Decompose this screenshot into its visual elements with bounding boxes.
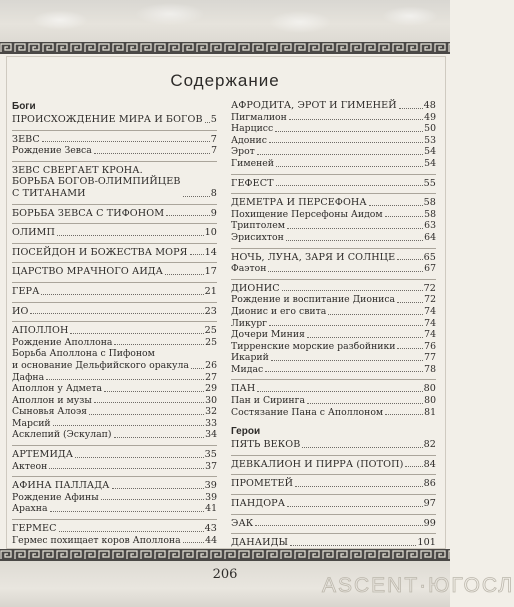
section-divider (12, 204, 217, 205)
toc-entry-title: Дионис и его свита (231, 305, 327, 317)
section-divider (12, 282, 217, 283)
dot-leader (385, 216, 424, 217)
toc-entry-page: 53 (424, 134, 436, 146)
toc-entry[interactable] (12, 247, 217, 259)
toc-entry[interactable] (231, 329, 436, 341)
dot-leader (275, 131, 423, 132)
toc-entry[interactable] (231, 209, 436, 221)
toc-entry-page: 97 (423, 498, 436, 510)
toc-entry[interactable] (231, 232, 436, 244)
toc-entry-title: Фаэтон (231, 263, 267, 275)
toc-entry-page: 43 (204, 523, 217, 535)
dot-leader (183, 196, 210, 197)
toc-entry-title: Состязание Пана с Аполлоном (231, 406, 384, 418)
toc-entry[interactable] (12, 418, 217, 430)
toc-entry-title: ПЯТЬ ВЕКОВ (231, 439, 301, 451)
dot-leader (114, 344, 204, 345)
dot-leader (89, 414, 204, 415)
toc-entry[interactable] (231, 364, 436, 376)
toc-entry[interactable] (12, 406, 217, 418)
dot-leader (269, 325, 423, 326)
toc-entry-page: 54 (424, 157, 436, 169)
toc-entry-page: 101 (417, 537, 436, 549)
toc-entry-page: 74 (424, 317, 436, 329)
toc-entry-page: 49 (424, 111, 436, 123)
toc-entry-page: 48 (423, 100, 436, 111)
dot-leader (165, 274, 204, 275)
toc-entry[interactable] (231, 220, 436, 232)
toc-entry-page: 81 (424, 406, 436, 418)
dot-leader (399, 108, 423, 109)
toc-entry-title: ОЛИМП (12, 227, 55, 239)
toc-entry-page: 35 (204, 449, 217, 461)
toc-entry-title: АПОЛЛОН (12, 325, 69, 337)
toc-entry[interactable] (231, 178, 436, 190)
toc-entry[interactable] (231, 478, 436, 490)
toc-entry-page: 25 (205, 336, 217, 348)
toc-entry-page: 82 (423, 439, 436, 451)
toc-entry-title: Рождение и воспитание Диониса (231, 294, 396, 306)
toc-entry[interactable] (12, 449, 217, 461)
toc-entry-page: 72 (424, 294, 436, 306)
toc-entry-page: 64 (424, 231, 436, 243)
toc-entry[interactable] (231, 135, 436, 147)
toc-entry-page: 30 (205, 394, 217, 406)
toc-entry-title: Эрисихтон (231, 231, 284, 243)
dot-leader (289, 119, 423, 120)
dot-leader (287, 228, 423, 229)
toc-entry-page: 5 (210, 114, 217, 125)
contents-column-left (12, 100, 217, 566)
toc-entry-page: 23 (204, 305, 217, 317)
toc-entry-title: ПРОМЕТЕЙ (231, 478, 294, 490)
dot-leader (385, 414, 423, 415)
toc-entry-title: НОЧЬ, ЛУНА, ЗАРЯ И СОЛНЦЕ (231, 251, 396, 263)
toc-entry[interactable] (12, 134, 217, 146)
dot-leader (70, 333, 203, 334)
dot-leader (50, 511, 205, 512)
dot-leader (46, 379, 204, 380)
section-divider (12, 243, 217, 244)
dot-leader (269, 142, 423, 143)
toc-entry[interactable] (231, 123, 436, 135)
toc-entry-title: ДЕМЕТРА И ПЕРСЕФОНА (231, 197, 367, 209)
toc-entry-title: Аполлон и музы (12, 394, 92, 406)
toc-entry[interactable] (12, 266, 217, 278)
contents-column-right (231, 100, 436, 549)
toc-entry[interactable] (12, 523, 217, 535)
toc-entry-page: 76 (424, 340, 436, 352)
dot-leader (405, 466, 422, 467)
dot-leader (53, 425, 205, 426)
toc-entry[interactable] (231, 537, 436, 549)
toc-entry-title: Похищение Персефоны Аидом (231, 208, 383, 220)
dot-leader (190, 254, 204, 255)
toc-entry-page: 44 (205, 534, 217, 546)
toc-entry-title: ПАН (231, 383, 256, 395)
toc-entry[interactable] (12, 165, 217, 200)
section-divider (12, 321, 217, 322)
toc-entry-title: ЗЕВС (12, 133, 40, 145)
toc-entry[interactable] (231, 158, 436, 170)
dot-leader (276, 185, 423, 186)
toc-entry[interactable] (12, 306, 217, 318)
toc-entry-title: Актеон (12, 460, 48, 472)
toc-entry-title: Марсий (12, 417, 51, 429)
toc-entry[interactable] (12, 208, 217, 220)
toc-entry[interactable] (231, 407, 436, 419)
section-divider (12, 445, 217, 446)
toc-entry-page: 58 (424, 208, 436, 220)
toc-entry-title: ИО (12, 305, 29, 317)
toc-entry-title: ЭАК (231, 517, 254, 529)
toc-entry-title: АРТЕМИДА (12, 449, 74, 461)
toc-entry[interactable] (12, 383, 217, 395)
toc-entry[interactable] (231, 341, 436, 353)
toc-entry-page: 39 (205, 491, 217, 503)
toc-entry[interactable] (231, 283, 436, 295)
toc-entry-title: ЦАРСТВО МРАЧНОГО АИДА (12, 266, 164, 278)
toc-entry-page: 7 (211, 145, 217, 157)
toc-entry-page: 41 (205, 503, 217, 515)
section-divider (231, 248, 436, 249)
toc-entry-page: 37 (205, 460, 217, 472)
toc-entry-title: Гименей (231, 157, 274, 169)
toc-entry-page: 26 (205, 359, 217, 371)
dot-leader (30, 313, 203, 314)
section-divider (231, 174, 436, 175)
toc-entry-title: ДЕВКАЛИОН И ПИРРА (ПОТОП) (231, 458, 404, 470)
section-divider (231, 514, 436, 515)
toc-entry-page: 84 (423, 458, 436, 470)
toc-entry-page: 21 (204, 285, 217, 297)
decorative-relief-band-top (0, 0, 450, 44)
dot-leader (302, 447, 422, 448)
toc-entry-page: 99 (423, 517, 436, 529)
toc-entry-page: 54 (424, 146, 436, 158)
dot-leader (369, 205, 423, 206)
toc-entry[interactable] (12, 503, 217, 515)
toc-entry[interactable] (231, 352, 436, 364)
toc-entry-title: Гермес похищает коров Аполлона (12, 534, 181, 546)
toc-entry-page: 58 (423, 197, 436, 209)
toc-entry-title: Дочери Миния (231, 329, 305, 341)
section-divider (231, 279, 436, 280)
toc-entry-page: 29 (205, 383, 217, 395)
toc-entry[interactable] (231, 518, 436, 530)
toc-entry-page: 65 (423, 251, 436, 263)
toc-entry-page: 50 (424, 123, 436, 135)
toc-entry-page: 39 (204, 480, 217, 492)
toc-entry[interactable] (231, 252, 436, 264)
toc-entry-title: ЗЕВС СВЕРГАЕТ КРОНА. БОРЬБА БОГОВ-ОЛИМПИЙЦЕВ С ТИТАНАМИ (12, 164, 181, 199)
dot-leader (114, 437, 205, 438)
toc-entry-page: 32 (205, 406, 217, 418)
toc-entry[interactable] (231, 395, 436, 407)
dot-leader (94, 153, 210, 154)
toc-entry-title: Нарцисс (231, 123, 274, 135)
section-divider (12, 262, 217, 263)
toc-entry-page: 27 (205, 371, 217, 383)
toc-entry[interactable] (231, 146, 436, 158)
toc-entry[interactable] (12, 348, 217, 371)
toc-entry-page: 7 (210, 133, 217, 145)
dot-leader (265, 371, 423, 372)
toc-entry[interactable] (231, 383, 436, 395)
toc-entry-title: Икарий (231, 352, 269, 364)
dot-leader (59, 531, 204, 532)
toc-entry[interactable] (12, 145, 217, 157)
section-divider (12, 223, 217, 224)
toc-entry[interactable] (12, 492, 217, 504)
greek-key-border-bottom (0, 549, 450, 561)
dot-leader (191, 368, 204, 369)
toc-entry-title: Дафна (12, 371, 45, 383)
dot-leader (49, 468, 204, 469)
toc-entry-title: БОРЬБА ЗЕВСА С ТИФОНОМ (12, 207, 165, 219)
section-divider (231, 379, 436, 380)
toc-entry-page: 74 (424, 329, 436, 341)
dot-leader (42, 141, 210, 142)
toc-entry[interactable] (12, 480, 217, 492)
toc-entry[interactable] (231, 459, 436, 471)
toc-entry-title: Ликург (231, 317, 268, 329)
toc-entry-page: 78 (424, 363, 436, 375)
toc-entry-page: 8 (210, 187, 217, 199)
toc-entry-title: Пигмалион (231, 111, 287, 123)
dot-leader (94, 402, 204, 403)
dot-leader (112, 488, 204, 489)
section-divider (231, 455, 436, 456)
toc-entry[interactable] (12, 535, 217, 547)
toc-entry-title: Аполлон у Адмета (12, 383, 103, 395)
toc-entry[interactable] (231, 294, 436, 306)
page-number: 206 (212, 567, 238, 582)
toc-entry-title: Асклепий (Эскулап) (12, 429, 112, 441)
toc-entry-page: 17 (204, 266, 217, 278)
toc-entry[interactable] (12, 337, 217, 349)
dot-leader (205, 122, 210, 123)
section-divider (231, 193, 436, 194)
toc-entry[interactable] (231, 100, 436, 112)
dot-leader (57, 235, 204, 236)
toc-entry[interactable] (231, 498, 436, 510)
toc-entry[interactable] (12, 286, 217, 298)
section-divider (12, 519, 217, 520)
toc-entry-title: ДИОНИС (231, 282, 280, 294)
toc-entry-page: 74 (424, 305, 436, 317)
dot-leader (397, 348, 423, 349)
toc-entry-title: Арахна (12, 503, 48, 515)
toc-entry[interactable] (231, 197, 436, 209)
dot-leader (290, 545, 416, 546)
greek-key-border-top (0, 42, 450, 54)
toc-entry-page: 63 (424, 220, 436, 232)
dot-leader (75, 457, 203, 458)
dot-leader (307, 337, 423, 338)
section-divider (231, 494, 436, 495)
toc-entry-page: 33 (205, 417, 217, 429)
dot-leader (282, 290, 423, 291)
dot-leader (101, 499, 205, 500)
toc-entry-title: АФИНА ПАЛЛАДА (12, 480, 110, 492)
toc-entry-page: 80 (423, 383, 436, 395)
toc-entry-page: 9 (210, 207, 217, 219)
toc-entry-title: Адонис (231, 134, 267, 146)
toc-entry-title: ПОСЕЙДОН И БОЖЕСТВА МОРЯ (12, 246, 188, 258)
toc-entry-title: ГЕФЕСТ (231, 177, 274, 189)
dot-leader (257, 391, 422, 392)
toc-entry[interactable] (12, 227, 217, 239)
dot-leader (307, 403, 423, 404)
toc-entry-title: Рождение Афины (12, 491, 99, 503)
toc-entry-page: 10 (204, 227, 217, 239)
dot-leader (276, 166, 423, 167)
toc-entry[interactable] (12, 429, 217, 441)
toc-entry-title: Сыновья Алоэя (12, 406, 88, 418)
toc-entry[interactable] (231, 439, 436, 451)
toc-entry-title: АФРОДИТА, ЭРОТ И ГИМЕНЕЙ (231, 100, 397, 111)
toc-entry-page: 80 (424, 395, 436, 407)
toc-entry[interactable] (231, 318, 436, 330)
toc-entry[interactable] (12, 325, 217, 337)
toc-entry-page: 14 (204, 246, 217, 258)
toc-entry[interactable] (12, 461, 217, 473)
section-divider (12, 130, 217, 131)
dot-leader (257, 154, 423, 155)
toc-entry-title: ГЕРА (12, 285, 40, 297)
dot-leader (295, 486, 422, 487)
toc-entry-page: 86 (423, 478, 436, 490)
toc-entry-title: Эрот (231, 146, 255, 158)
toc-entry-page: 72 (423, 282, 436, 294)
toc-entry-page: 77 (424, 352, 436, 364)
toc-entry[interactable] (231, 112, 436, 124)
watermark-text: ASCENT·ЮГОСЛ (322, 574, 514, 597)
dot-leader (166, 215, 210, 216)
dot-leader (183, 542, 205, 543)
toc-entry[interactable] (12, 372, 217, 384)
toc-entry-title: Триптолем (231, 220, 285, 232)
dot-leader (255, 525, 422, 526)
toc-entry-title: ПАНДОРА (231, 498, 286, 510)
toc-entry[interactable] (231, 306, 436, 318)
toc-entry[interactable] (231, 263, 436, 275)
toc-entry-page: 25 (204, 325, 217, 337)
toc-entry-title: Борьба Аполлона с Пифоном и основание Дельфийского оракула (12, 348, 189, 371)
dot-leader (104, 391, 204, 392)
toc-entry[interactable] (12, 114, 217, 126)
section-divider (231, 533, 436, 534)
toc-entry-title: ПРОИСХОЖДЕНИЕ МИРА И БОГОВ (12, 114, 203, 125)
dot-leader (41, 294, 203, 295)
dot-leader (268, 271, 423, 272)
toc-entry-title: Мидас (231, 363, 264, 375)
section-heading-heroes: Герои (231, 426, 261, 438)
dot-leader (286, 240, 423, 241)
toc-entry-page: 55 (423, 177, 436, 189)
dot-leader (271, 360, 423, 361)
page-title: Содержание (170, 71, 280, 90)
toc-entry-title: ДАНАИДЫ (231, 537, 289, 549)
dot-leader (397, 259, 422, 260)
section-divider (12, 476, 217, 477)
toc-entry-page: 67 (424, 263, 436, 275)
section-divider (12, 302, 217, 303)
toc-entry-title: Рождение Аполлона (12, 336, 113, 348)
toc-entry-title: ГЕРМЕС (12, 523, 57, 535)
section-divider (231, 474, 436, 475)
dot-leader (397, 302, 423, 303)
dot-leader (287, 506, 422, 507)
section-heading-gods: Боги (12, 101, 36, 112)
toc-entry-title: Тирренские морские разбойники (231, 340, 396, 352)
toc-entry[interactable] (12, 395, 217, 407)
toc-entry-title: Пан и Сиринга (231, 395, 306, 407)
toc-entry-page: 34 (205, 429, 217, 441)
dot-leader (328, 314, 423, 315)
section-divider (12, 161, 217, 162)
toc-entry-title: Рождение Зевса (12, 145, 92, 157)
